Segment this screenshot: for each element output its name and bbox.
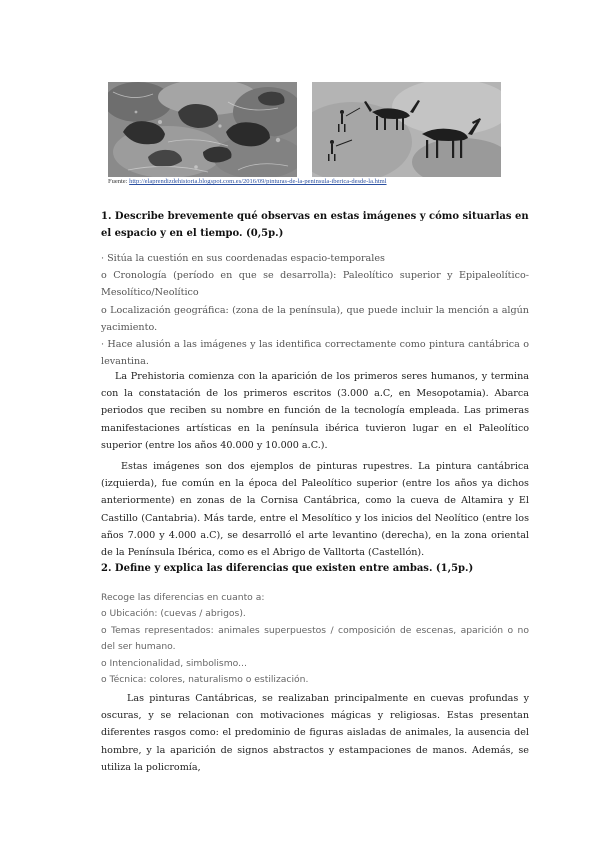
answer-2-paragraph-1: Las pinturas Cantábricas, se realizaban principalmente en cuevas profundas y oscuras, y se relacionan con motivaciones mágicas y religiosas. Estas presentan diferentes rasgos como: el predominio de figuras aisladas de animales, la ausencia del hombre, y la aparición de signos abstractos y estampaciones de manos. Además, se utiliza la policromía, <box>101 693 529 773</box>
rubric-item: o Temas representados: animales superpuestos / composición de escenas, aparición o no del ser humano. <box>101 624 529 653</box>
cantabrian-cave-painting <box>108 82 297 177</box>
caption-source-link[interactable]: http://elaprendizdehistoria.blogspot.com.es/2016/09/pinturas-de-la-peninsula-iberica-desde-la.html <box>129 178 387 185</box>
caption-label: Fuente: <box>108 178 128 185</box>
rubric-item: o Intencionalidad, simbolismo... <box>101 657 247 669</box>
answer-1-paragraph-2: Estas imágenes son dos ejemplos de pinturas rupestres. La pintura cantábrica (izquierda), fue común en la época del Paleolítico superior (entre los años ya dichos anteriormente) en zonas de la Cornisa Cantábrica, como la cueva de Altamira y El Castillo (Cantabria). Más tarde, entre el Mesolítico y los inicios del Neolítico (entre los años 7.000 y 4.000 a.C), se desarrolló el arte levantino (derecha), en la zona oriental de la Península Ibérica, como es el Abrigo de Valltorta (Castellón). <box>101 461 529 559</box>
rubric-item: o Localización geográfica: (zona de la península), que puede incluir la mención a algún yacimiento. <box>101 304 529 333</box>
rubric-item: Recoge las diferencias en cuanto a: <box>101 592 265 603</box>
levantine-art-graphic <box>312 82 501 177</box>
question-1-rubric <box>101 250 529 370</box>
rubric-item: o Técnica: colores, naturalismo o estilización. <box>101 674 309 686</box>
levantine-rock-art <box>312 82 501 177</box>
rubric-item: o Ubicación: (cuevas / abrigos). <box>101 608 246 620</box>
rubric-item: · Hace alusión a las imágenes y las identifica correctamente como pintura cantábrica o levantina. <box>101 339 529 368</box>
rubric-item: · Sitúa la cuestión en sus coordenadas espacio-temporales <box>101 253 385 264</box>
question-2-rubric <box>101 590 529 688</box>
image-source-caption <box>108 178 508 185</box>
answer-1-paragraph-1: La Prehistoria comienza con la aparición de los primeros seres humanos, y termina con la constatación de los primeros escritos (3.000 a.C, en Mesopotamia). Abarca periodos que reciben su nombre en función de la tecnología empleada. Las primeras manifestaciones artísticas en la península ibérica tuvieron lugar en el Paleolítico superior (entre los años 40.000 y 10.000 a.C.). <box>101 371 529 451</box>
question-1-title: 1. Describe brevemente qué observas en estas imágenes y cómo situarlas en el espacio y en el tiempo. (0,5p.) <box>101 211 529 239</box>
rubric-item: o Cronología (período en que se desarrolla): Paleolítico superior y Epipaleolítico-Mesolítico/Neolítico <box>101 270 529 299</box>
cantabrian-painting-graphic <box>108 82 297 177</box>
question-2-title: 2. Define y explica las diferencias que existen entre ambas. (1,5p.) <box>101 563 474 574</box>
